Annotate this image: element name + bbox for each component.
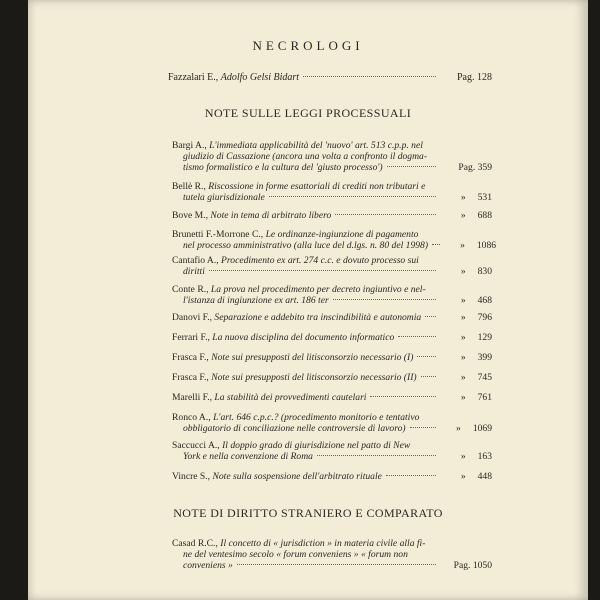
- entry-author: Bargi A.,: [172, 140, 207, 151]
- entry-page: 531: [477, 192, 492, 204]
- dotted-leader: [387, 166, 436, 167]
- index-entry: [172, 255, 492, 277]
- entry-author: Danovi F.,: [172, 312, 213, 323]
- ditto-mark: »: [460, 451, 466, 463]
- entry-title-line: L'immediata applicabilità del 'nuovo' art. 513 c.p.p. nel: [209, 140, 423, 151]
- entry-title-line: ne del ventesimo secolo « forum conveniens » « forum non: [183, 549, 408, 561]
- entry-title-line: Le ordinanze-ingiunzione di pagamento: [265, 229, 419, 240]
- index-entry: [172, 352, 492, 363]
- entry-author: Cantafio A.,: [172, 255, 219, 266]
- ditto-mark: »: [460, 372, 466, 383]
- dotted-leader: [335, 214, 436, 215]
- ditto-mark: »: [460, 332, 466, 343]
- dotted-leader: [237, 564, 436, 565]
- entry-author: Fazzalari E.,: [168, 72, 219, 83]
- entry-page: 796: [477, 312, 492, 323]
- entry-page: Pag. 359: [458, 162, 492, 174]
- index-entry: [172, 140, 492, 174]
- dotted-leader: [421, 376, 436, 377]
- section-heading-leggi-processuali: NOTE SULLE LEGGI PROCESSUALI: [204, 106, 412, 120]
- entry-author: Ronco A.,: [172, 412, 211, 423]
- entry-author: Conte R.,: [172, 284, 209, 295]
- index-entry: [172, 372, 492, 383]
- entry-title-line: obbligatorio di conciliazione nelle controversie di lavoro): [183, 423, 406, 435]
- entry-title-line: York e nella convenzione di Roma: [183, 451, 313, 463]
- dotted-leader: [209, 270, 436, 271]
- dotted-leader: [417, 356, 436, 357]
- ditto-mark: »: [460, 240, 465, 252]
- entry-page: 399: [477, 352, 492, 363]
- section-heading-diritto-straniero: NOTE DI DIRITTO STRANIERO E COMPARATO: [173, 506, 443, 520]
- entry-page: 468: [477, 295, 492, 307]
- dotted-leader: [303, 76, 436, 77]
- entry-title-line: tismo formalistico e la cultura del 'giusto processo'): [183, 162, 383, 174]
- dotted-leader: [317, 455, 436, 456]
- entry-page: 688: [477, 210, 492, 221]
- index-entry: [172, 210, 492, 221]
- entry-title-line: Note sui presupposti del litisconsorzio necessario (I): [211, 352, 414, 363]
- entry-author: Casad R.C.,: [172, 538, 218, 549]
- index-entry: [172, 440, 492, 462]
- ditto-mark: »: [460, 471, 466, 482]
- index-entry: [168, 72, 492, 83]
- book-page: [28, 0, 588, 600]
- entry-title-line: Procedimento ex art. 274 c.c. e dovuto processo sui: [221, 255, 419, 266]
- entry-page: 1069: [472, 423, 492, 435]
- entry-title: Adolfo Gelsi Bidart: [220, 72, 300, 83]
- index-entry: [172, 229, 497, 252]
- ditto-mark: »: [456, 423, 461, 435]
- ditto-mark: »: [460, 266, 466, 278]
- entry-title-line: conveniens »: [183, 560, 233, 572]
- dotted-leader: [370, 396, 436, 397]
- index-entry: [172, 181, 492, 203]
- entry-title-line: nel processo amministrativo (alla luce del d.lgs. n. 80 del 1998): [183, 240, 429, 252]
- entry-title-line: Il doppio grado di giurisdizione nel patto di New: [222, 440, 411, 451]
- entry-title-line: l'istanza di ingiunzione ex art. 186 ter: [183, 295, 329, 307]
- ditto-mark: »: [460, 392, 466, 403]
- ditto-mark: »: [460, 352, 466, 363]
- entry-author: Frasca F.,: [172, 372, 209, 383]
- entry-title-line: La stabilità dei provvedimenti cautelari: [214, 392, 367, 403]
- ditto-mark: »: [460, 312, 466, 323]
- entry-title-line: Note sui presupposti del litisconsorzio necessario (II): [211, 372, 417, 383]
- entry-author: Vincre S.,: [172, 471, 211, 482]
- entry-title-line: diritti: [183, 266, 205, 278]
- index-entry: [172, 392, 492, 403]
- ditto-mark: »: [460, 192, 466, 204]
- dotted-leader: [269, 196, 436, 197]
- entry-author: Bellè R.,: [172, 181, 206, 192]
- entry-page: 129: [477, 332, 492, 343]
- entry-author: Bove M.,: [172, 210, 208, 221]
- dotted-leader: [410, 427, 436, 428]
- entry-title-line: Note in tema di arbitrato libero: [210, 210, 332, 221]
- dotted-leader: [432, 244, 440, 245]
- entry-author: Marelli F.,: [172, 392, 212, 403]
- entry-title-line: Riscossione in forme esattoriali di crediti non tributari e: [208, 181, 426, 192]
- entry-author: Brunetti F.-Morrone C.,: [172, 229, 264, 240]
- dotted-leader: [425, 316, 436, 317]
- index-entry: [172, 471, 492, 482]
- index-entry: [172, 312, 492, 323]
- entry-page: 745: [477, 372, 492, 383]
- entry-title-line: giudizio di Cassazione (ancora una volta a confronto il dogma-: [183, 151, 428, 163]
- entry-page: 761: [477, 392, 492, 403]
- index-entry: [172, 284, 492, 306]
- ditto-mark: »: [460, 210, 466, 221]
- entry-page: 448: [477, 471, 492, 482]
- entry-page: 1086: [476, 240, 497, 252]
- entry-title-line: La prova nel procedimento per decreto ingiuntivo e nel-: [210, 284, 426, 295]
- index-entry: [172, 332, 492, 343]
- entry-page: 163: [477, 451, 492, 463]
- entry-author: Frasca F.,: [172, 352, 209, 363]
- dotted-leader: [386, 475, 436, 476]
- entry-title-line: L'art. 646 c.p.c.? (procedimento monitorio e tentativo: [213, 412, 420, 423]
- entry-author: Ferrari F.,: [172, 332, 210, 343]
- dotted-leader: [333, 299, 436, 300]
- entry-title-line: La nuova disciplina del documento informatico: [212, 332, 395, 343]
- entry-page: Pag. 128: [457, 72, 492, 83]
- entry-title-line: Il concetto di « jurisdiction » in materia civile alla fi-: [220, 538, 426, 549]
- index-entry: [172, 538, 492, 572]
- section-heading-necrologi: NECROLOGI: [252, 38, 364, 53]
- dotted-leader: [398, 336, 436, 337]
- entry-page: 830: [477, 266, 492, 278]
- index-entry: [172, 412, 492, 434]
- entry-title-line: Note sulla sospensione dell'arbitrato rituale: [212, 471, 382, 482]
- entry-page: Pag. 1050: [453, 560, 492, 572]
- entry-title-line: Separazione e addebito tra inscindibilità e autonomia: [214, 312, 422, 323]
- ditto-mark: »: [460, 295, 466, 307]
- entry-title-line: tutela giurisdizionale: [183, 192, 265, 204]
- entry-author: Saccucci A.,: [172, 440, 220, 451]
